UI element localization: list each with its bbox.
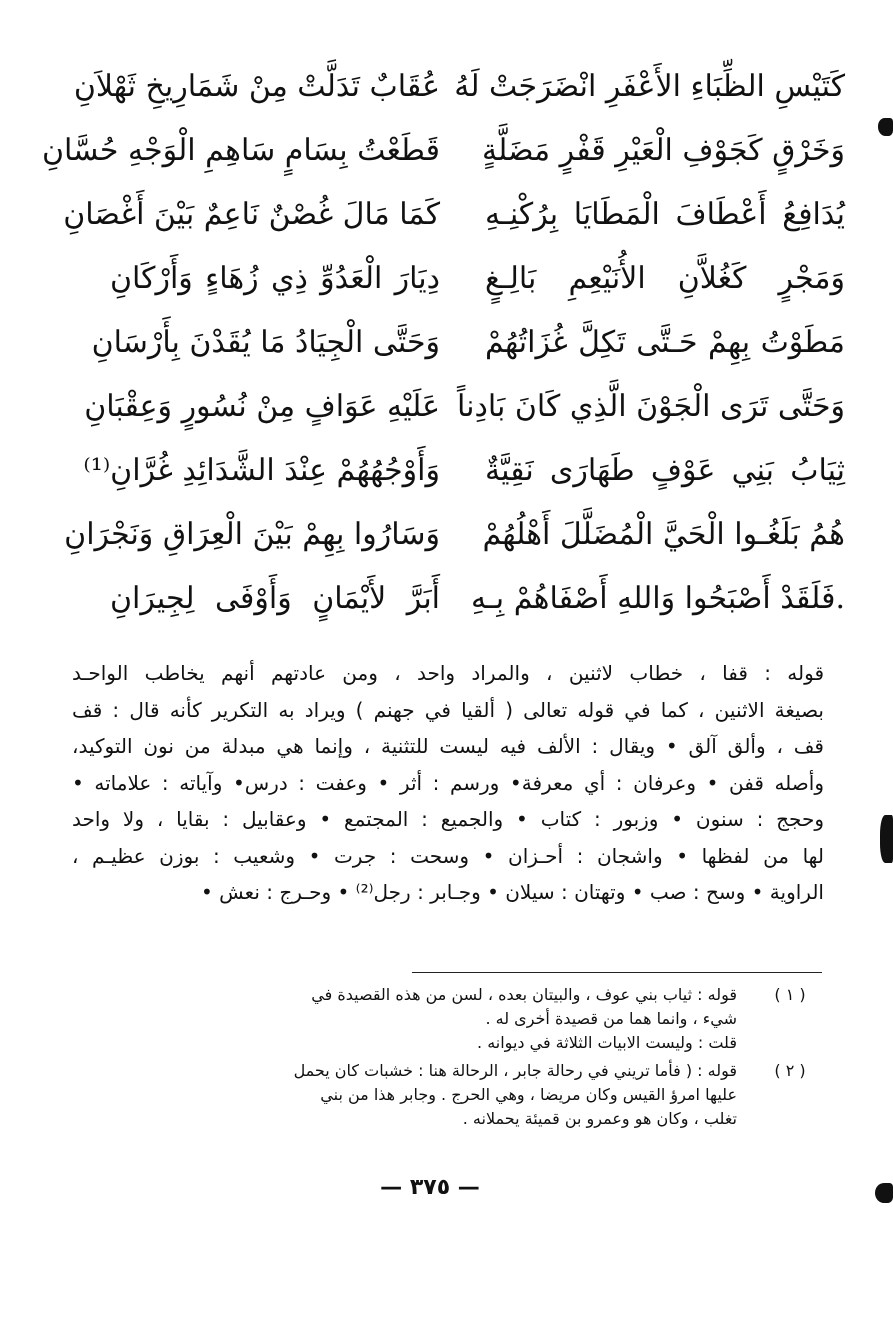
verse-first-hemistich: ثِيَابُ بَنِي عَوْفٍ طَهَارَى نَقِيَّةٌ xyxy=(485,453,845,488)
verse-first-hemistich: وَمَجْرٍ كَغُلاَّنِ الأُنَيْعِمِ بَالِـغٍ xyxy=(485,261,845,296)
commentary-line: وأصله قفن • وعرفان : أي معرفة• ورسم : أثر • وعفت : درس• وآياته : علاماته • xyxy=(72,770,824,795)
commentary-line: قف ، وألق آلق • ويقال : الألف فيه ليست للتثنية ، وإنما هي مبدلة من نون التوكيد، xyxy=(72,734,824,758)
verse-row xyxy=(64,503,845,567)
poem-verses xyxy=(42,55,845,630)
footnotes xyxy=(65,983,825,1135)
scan-blot-bottom xyxy=(875,1183,893,1203)
verse-first-hemistich: وَخَرْقٍ كَجَوْفِ الْعَيْرِ قَفْرٍ مَضَلَّةٍ xyxy=(482,133,845,168)
footnote-number: ( ٢ ) xyxy=(774,1061,806,1080)
footnote-line: قوله : ثياب بني عوف ، والبيتان بعده ، لسن من هذه القصيدة في xyxy=(311,985,737,1004)
verse-first-hemistich: .فَلَقَدْ أَصْبَحُوا وَاللهِ أَصْفَاهُمْ بِـهِ xyxy=(470,581,845,616)
page-number: — ٣٧٥ — xyxy=(380,1175,480,1200)
verse-row xyxy=(90,311,845,375)
footnote-2 xyxy=(65,1059,825,1131)
verse-first-hemistich: هُمُ بَلَغُـوا الْحَيَّ الْمُضَلَّلَ أَهْلُهُمْ xyxy=(482,517,845,552)
verse-row xyxy=(90,567,845,631)
verse-row xyxy=(84,375,845,439)
verse-row xyxy=(73,55,845,119)
verse-second-hemistich: كَمَا مَالَ غُصْنٌ نَاعِمٌ بَيْنَ أَغْصَانِ xyxy=(63,197,440,232)
verse-row xyxy=(42,119,845,183)
commentary-line: لها من لفظها • واشجان : أحـزان • وسحت : جرت • وشعيب : بوزن عظيـم ، xyxy=(72,843,824,868)
footnote-separator xyxy=(412,972,822,973)
footnote-line: قوله : ( فأما تريني في رحالة جابر ، الرحالة هنا : خشبات كان يحمل xyxy=(293,1061,737,1080)
verse-first-hemistich: وَحَتَّى تَرَى الْجَوْنَ الَّذِي كَانَ بَادِناً xyxy=(456,389,845,424)
verse-row xyxy=(63,183,845,247)
verse-second-hemistich: وَحَتَّى الْجِيَادُ مَا يُقَدْنَ بِأَرْسَانِ xyxy=(91,325,440,360)
scan-blot-middle xyxy=(880,815,893,863)
verse-second-hemistich: أَبَرَّ لأَيْمَانٍ وَأَوْفَى لِجِيرَانِ xyxy=(110,581,440,616)
footnote-line: قلت : وليست الابيات الثلاثة في ديوانه . xyxy=(477,1033,737,1052)
commentary-line: بصيغة الاثنين ، كما في قوله تعالى ( ألقيا في جهنم ) ويراد به التكرير كأنه قال : قف xyxy=(72,697,824,722)
footnote-1 xyxy=(65,983,825,1055)
scan-blot-top xyxy=(878,118,893,136)
verse-second-hemistich: وَسَارُوا بِهِمْ بَيْنَ الْعِرَاقِ وَنَجْرَانِ xyxy=(64,517,440,552)
verse-first-hemistich: كَتَيْسِ الظِّبَاءِ الأَعْفَرِ انْضَرَجَتْ لَهُ xyxy=(454,69,845,104)
footnote-text xyxy=(65,1059,737,1131)
footnote-text xyxy=(65,983,737,1055)
commentary-paragraph xyxy=(72,655,824,911)
commentary-line: الراوية • وسح : صب • وتهتان : سيلان • وجـابر : رجل⁽²⁾ • وحـرج : نعش • xyxy=(201,880,824,904)
commentary-line: قوله : قفا ، خطاب لاثنين ، والمراد واحد ، ومن عادتهم أنهم يخاطب الواحـد xyxy=(72,661,824,685)
footnote-number: ( ١ ) xyxy=(774,985,806,1004)
verse-row xyxy=(90,247,845,311)
verse-second-hemistich: دِيَارَ الْعَدُوِّ ذِي زُهَاءٍ وَأَرْكَانِ xyxy=(110,261,440,296)
footnote-line: عليها امرؤ القيس وكان مريضا ، وهي الحرج . وجابر هذا من بني xyxy=(320,1085,737,1104)
commentary-line: وحجج : سنون • وزبور : كتاب • والجميع : المجتمع • وعقابيل : بقايا ، ولا واحد xyxy=(72,807,824,831)
verse-second-hemistich: وَأَوْجُهُهُمْ عِنْدَ الشَّدَائِدِ غُرَّانِ⁽¹⁾ xyxy=(83,453,440,488)
verse-first-hemistich: مَطَوْتُ بِهِمْ حَـتَّى تَكِلَّ غُزَاتُهُمْ xyxy=(485,325,845,360)
verse-first-hemistich: يُدَافِعُ أَعْطَافَ الْمَطَايَا بِرُكْنِـهِ xyxy=(485,197,845,232)
verse-second-hemistich: عُقَابٌ تَدَلَّتْ مِنْ شَمَارِيخِ ثَهْلاَنِ xyxy=(73,69,440,104)
verse-second-hemistich: عَلَيْهِ عَوَافٍ مِنْ نُسُورٍ وَعِقْبَانِ xyxy=(84,389,440,424)
verse-second-hemistich: قَطَعْتُ بِسَامٍ سَاهِمِ الْوَجْهِ حُسَّانِ xyxy=(42,133,440,168)
footnote-line: شيء ، وانما هما من قصيدة أخرى له . xyxy=(485,1009,737,1028)
verse-row xyxy=(83,439,845,503)
footnote-line: تغلب ، وكان هو وعمرو بن قميئة يحملانه . xyxy=(462,1109,737,1128)
